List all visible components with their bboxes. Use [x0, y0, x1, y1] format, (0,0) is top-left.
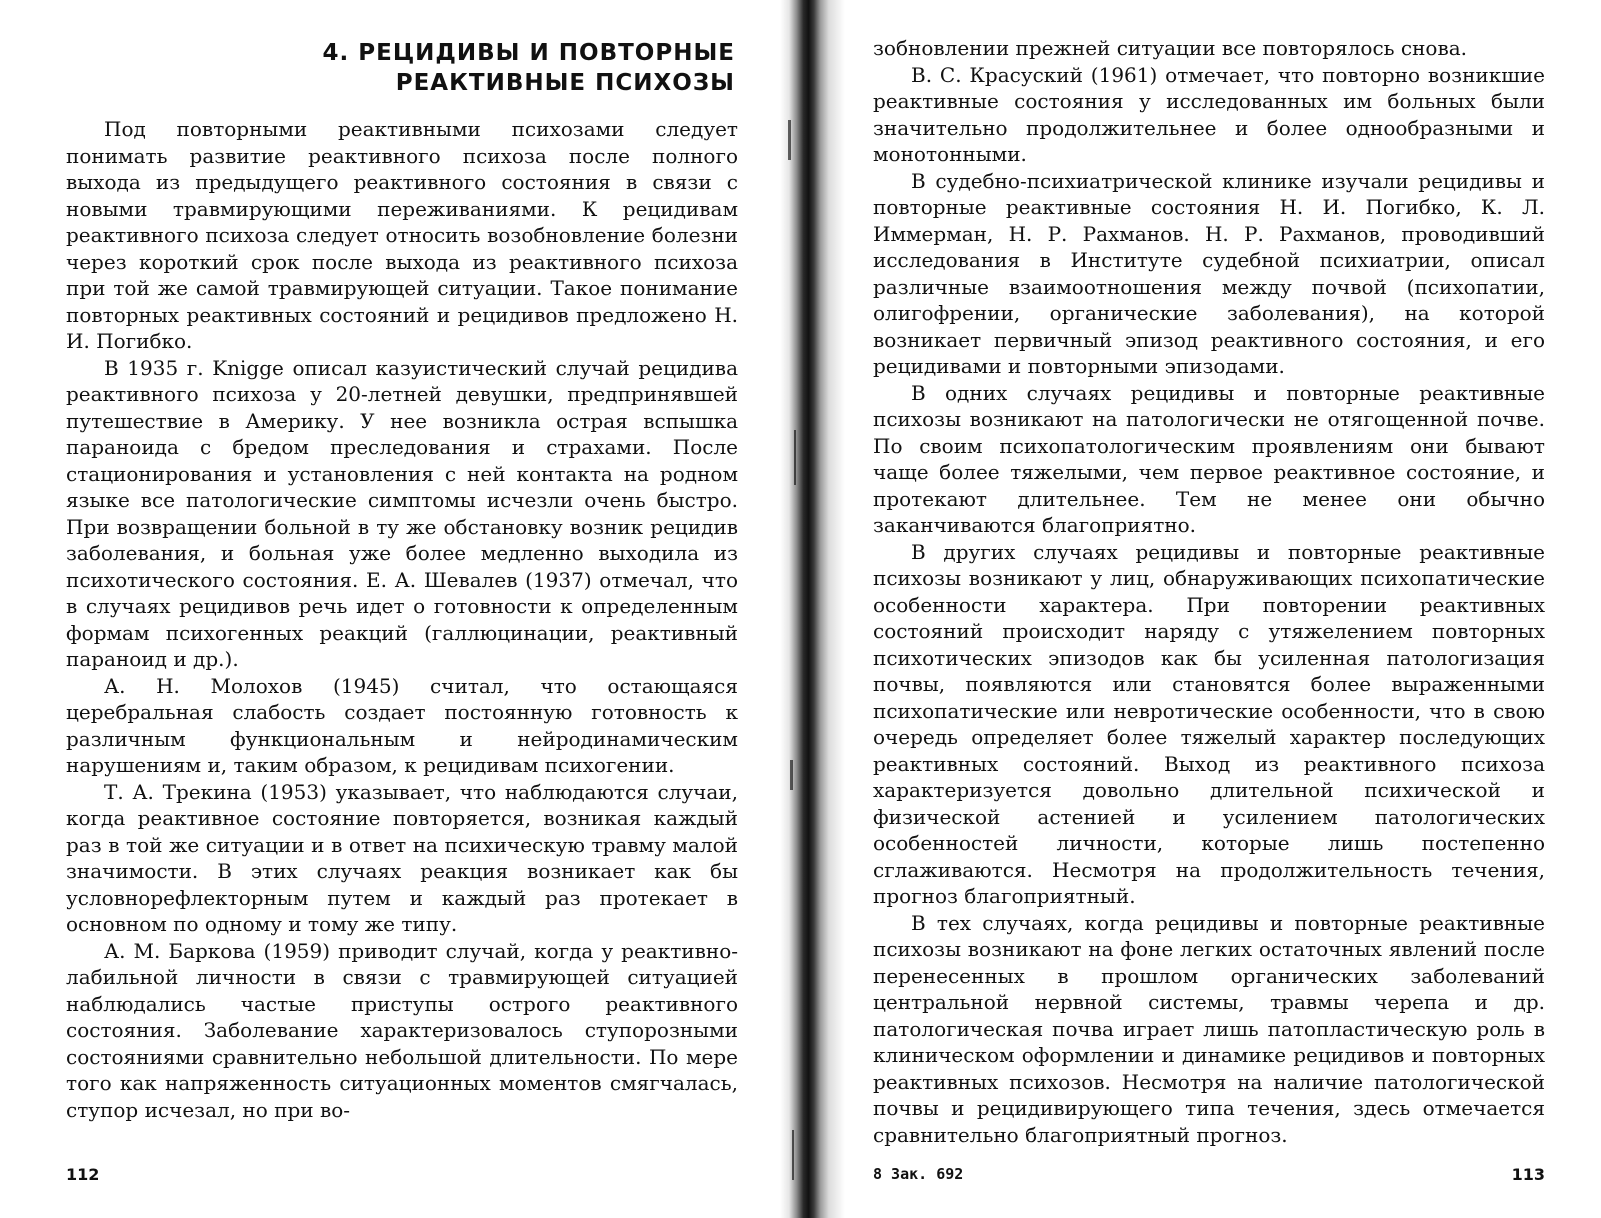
- paragraph: В тех случаях, когда рецидивы и повторные реактивные психозы возникают на фоне легких остаточных явлений после перенесенных в прошлом органических заболеваний центральной нервной системы, травмы черепа и др. патологическая почва играет лишь патопластическую роль в клиническом оформлении и динамике рецидивов и повторных реактивных психозов. Несмотря на наличие патологической почвы и рецидивирующего типа течения, здесь отмечается сравнительно благоприятный прогноз.: [873, 910, 1545, 1147]
- printer-signature: 8 Зак. 692: [873, 1165, 964, 1183]
- paragraph: В одних случаях рецидивы и повторные реактивные психозы возникают на патологически не отягощенной почве. По своим психопатологическим проявлениям они бывают чаще более тяжелыми, чем первое реактивное состояние, и протекают длительнее. Тем не менее они обычно заканчиваются благоприятно.: [873, 380, 1545, 537]
- paragraph: В судебно-психиатрической клинике изучали рецидивы и повторные реактивные состояния Н. И. Погибко, К. Л. Иммерман, Н. Р. Рахманов. Н. Р. Рахманов, проводивший исследования в Институте судебной психиатрии, описал различные взаимоотношения между почвой (психопатии, олигофрении, органические заболевания), на которой возникает первичный эпизод реактивного состояния, и его рецидивами и повторными эпизодами.: [873, 168, 1545, 378]
- right-page: [845, 0, 1601, 1218]
- paragraph: Т. А. Трекина (1953) указывает, что наблюдаются случаи, когда реактивное состояние повторяется, возникая каждый раз в той же ситуации и в ответ на психическую травму малой значимости. В этих случаях реакция возникает как бы условнорефлекторным путем и каждый раз протекает в основном по одному и тому же типу.: [66, 779, 738, 936]
- paragraph: зобновлении прежней ситуации все повторялось снова.: [873, 36, 1468, 60]
- right-text-column: [873, 35, 1545, 1148]
- section-heading-line-2: РЕАКТИВНЫЕ ПСИХОЗЫ: [395, 70, 735, 96]
- paragraph: А. Н. Молохов (1945) считал, что остающаяся церебральная слабость создает постоянную готовность к различным функциональным и нейродинамическим нарушениям и, таким образом, к рецидивам психогении.: [66, 673, 738, 777]
- paragraph: Под повторными реактивными психозами следует понимать развитие реактивного психоза после полного выхода из предыдущего реактивного состояния в связи с новыми травмирующими переживаниями. К рецидивам реактивного психоза следует относить возобновление болезни через короткий срок после выхода из реактивного психоза при той же самой травмирующей ситуации. Такое понимание повторных реактивных состояний и рецидивов предложено Н. И. Погибко.: [66, 117, 738, 353]
- book-gutter: [780, 0, 845, 1218]
- section-heading-line-1: 4. РЕЦИДИВЫ И ПОВТОРНЫЕ: [322, 40, 735, 66]
- page-number-right: 113: [1511, 1165, 1545, 1184]
- paragraph: В 1935 г. Knigge описал казуистический случай рецидива реактивного психоза у 20-летней девушки, предпринявшей путешествие в Америку. У нее возникла острая вспышка параноида с бредом преследования и страхами. После стационирования и установления с ней контакта на родном языке все патологические симптомы исчезли очень быстро. При возвращении больной в ту же обстановку возник рецидив заболевания, и больная уже более медленно выходила из психотического состояния. Е. А. Шевалев (1937) отмечал, что в случаях рецидивов речь идет о готовности к определенным формам психогенных реакций (галлюцинации, реактивный параноид и др.).: [66, 355, 738, 671]
- left-text-column: [66, 116, 738, 1123]
- paragraph: В других случаях рецидивы и повторные реактивные психозы возникают у лиц, обнаруживающих психопатические особенности характера. При повторении реактивных состояний происходит наряду с утяжелением повторных психотических эпизодов как бы усиленная патологизация почвы, появляются или становятся более выраженными психопатические или невротические особенности, что в свою очередь определяет более тяжелый характер последующих реактивных состояний. Выход из реактивного психоза характеризуется довольно длительной психической и физической астенией и усилением патологических особенностей личности, которые лишь постепенно сглаживаются. Несмотря на продолжительность течения, прогноз благоприятный.: [873, 539, 1545, 908]
- left-page: [0, 0, 780, 1218]
- page-number-left: 112: [66, 1165, 100, 1184]
- paragraph: А. М. Баркова (1959) приводит случай, когда у реактивно-лабильной личности в связи с травмирующей ситуацией наблюдались частые приступы острого реактивного состояния. Заболевание характеризовалось ступорозными состояниями сравнительно небольшой длительности. По мере того как напряженность ситуационных моментов смягчалась, ступор исчезал, но при во-: [66, 938, 738, 1122]
- paragraph: В. С. Красуский (1961) отмечает, что повторно возникшие реактивные состояния у исследованных им больных были значительно продолжительнее и более однообразными и монотонными.: [873, 62, 1545, 166]
- section-heading: [323, 38, 735, 98]
